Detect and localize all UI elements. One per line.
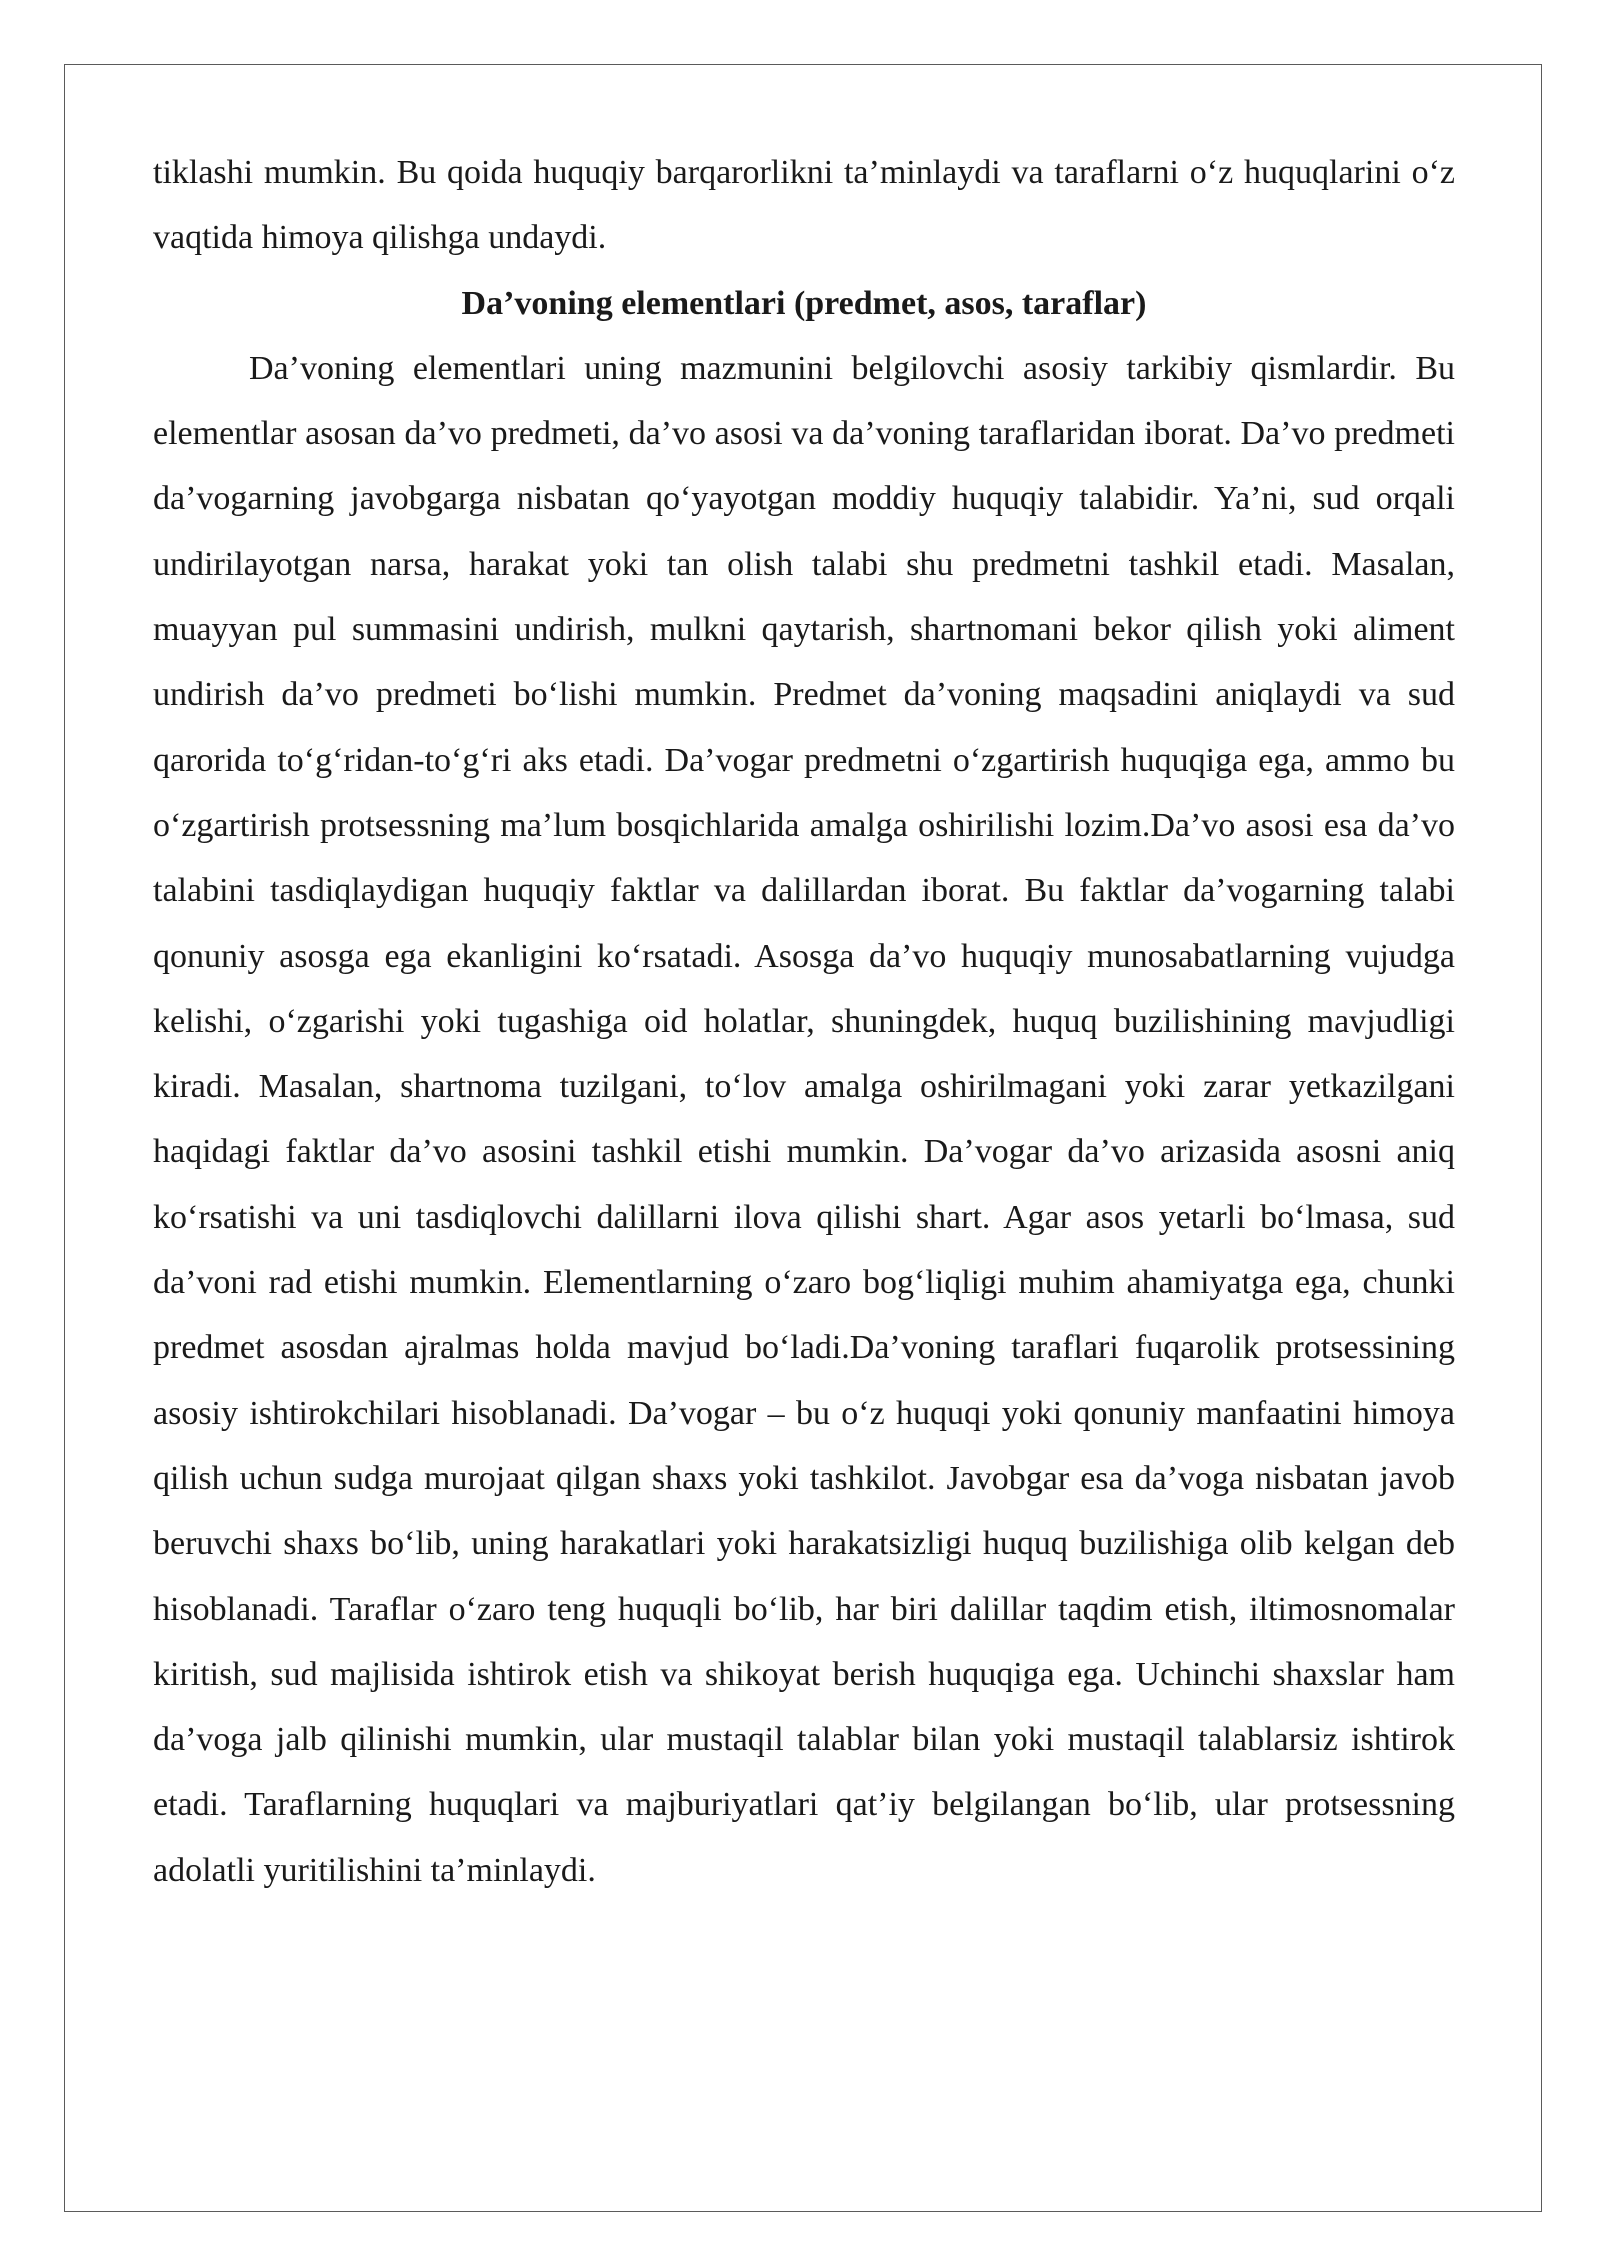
- body-paragraph: Da’voning elementlari uning mazmunini belgilovchi asosiy tarkibiy qismlardir. Bu elementlar asosan da’vo predmeti, da’vo asosi va da’voning taraflaridan iborat. Da’vo predmeti da’vogarning javobgarga nisbatan qo‘yayotgan moddiy huquqiy talabidir. Ya’ni, sud orqali undirilayotgan narsa, harakat yoki tan olish talabi shu predmetni tashkil etadi. Masalan, muayyan pul summasini undirish, mulkni qaytarish, shartnomani bekor qilish yoki aliment undirish da’vo predmeti bo‘lishi mumkin. Predmet da’voning maqsadini aniqlaydi va sud qarorida to‘g‘ridan-to‘g‘ri aks etadi. Da’vogar predmetni o‘zgartirish huquqiga ega, ammo bu o‘zgartirish protsessning ma’lum bosqichlarida amalga oshirilishi lozim.Da’vo asosi esa da’vo talabini tasdiqlaydigan huquqiy faktlar va dalillardan iborat. Bu faktlar da’vogarning talabi qonuniy asosga ega ekanligini ko‘rsatadi. Asosga da’vo huquqiy munosabatlarning vujudga kelishi, o‘zgarishi yoki tugashiga oid holatlar, shuningdek, huquq buzilishining mavjudligi kiradi. Masalan, shartnoma tuzilgani, to‘lov amalga oshirilmagani yoki zarar yetkazilgani haqidagi faktlar da’vo asosini tashkil etishi mumkin. Da’vogar da’vo arizasida asosni aniq ko‘rsatishi va uni tasdiqlovchi dalillarni ilova qilishi shart. Agar asos yetarli bo‘lmasa, sud da’voni rad etishi mumkin. Elementlarning o‘zaro bog‘liqligi muhim ahamiyatga ega, chunki predmet asosdan ajralmas holda mavjud bo‘ladi.Da’voning taraflari fuqarolik protsessining asosiy ishtirokchilari hisoblanadi. Da’vogar – bu o‘z huquqi yoki qonuniy manfaatini himoya qilish uchun sudga murojaat qilgan shaxs yoki tashkilot. Javobgar esa da’voga nisbatan javob beruvchi shaxs bo‘lib, uning harakatlari yoki harakatsizligi huquq buzilishiga olib kelgan deb hisoblanadi. Taraflar o‘zaro teng huquqli bo‘lib, har biri dalillar taqdim etish, iltimosnomalar kiritish, sud majlisida ishtirok etish va shikoyat berish huquqiga ega. Uchinchi shaxslar ham da’voga jalb qilinishi mumkin, ular mustaqil talablar bilan yoki mustaqil talablarsiz ishtirok etadi. Taraflarning huquqlari va majburiyatlari qat’iy belgilangan bo‘lib, ular protsessning adolatli yuritilishini ta’minlaydi.: [153, 349, 1455, 1889]
- section-heading: Da’voning elementlari (predmet, asos, taraflar): [461, 284, 1147, 322]
- document-body: [153, 140, 1455, 1903]
- continuation-paragraph: tiklashi mumkin. Bu qoida huquqiy barqarorlikni ta’minlaydi va taraflarni o‘z huquqlarini o‘z vaqtida himoya qilishga undaydi.: [153, 154, 1455, 257]
